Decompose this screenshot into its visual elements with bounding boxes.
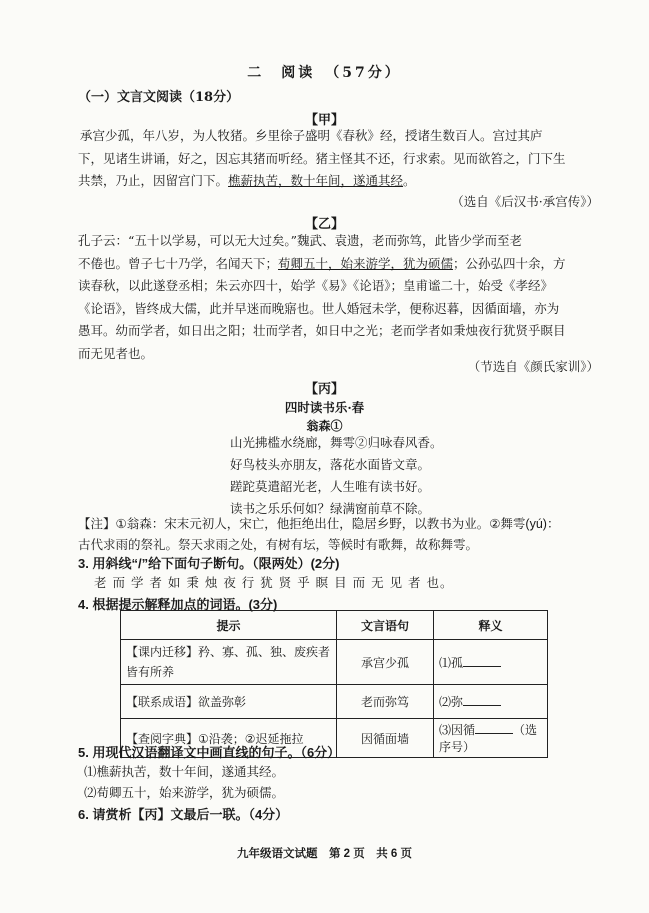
- poem-author: 翁森①: [306, 419, 343, 433]
- sentence-cell: 老而弥笃: [337, 685, 434, 719]
- question-5-item: ⑴樵薪执苦，数十年间，遂通其经。: [84, 765, 285, 779]
- passage-jia-line-text: 共禁，乃止，因留宫门下。: [78, 173, 229, 188]
- page-footer: 九年级语文试题 第 2 页 共 6 页: [236, 848, 413, 860]
- annotation: [78, 514, 559, 556]
- passage-yi-line: [78, 253, 566, 276]
- period: 。: [403, 173, 416, 188]
- question-3: 3. 用斜线“/”给下面句子断句。（限两处）(2分): [78, 556, 340, 571]
- annotation-line: 【注】①翁森：宋末元初人，宋亡，他拒绝出仕，隐居乡野，以教书为业。②舞雩(yú)：: [78, 517, 560, 531]
- passage-jia-source: （选自《后汉书·承宫传》）: [451, 194, 599, 209]
- poem-line: 读书之乐乐何如？绿满窗前草不除。: [230, 501, 431, 516]
- answer-label: ⑴孤: [439, 655, 464, 670]
- passage-yi-line: 孔子云：“五十以学易，可以无大过矣。”魏武、袁遗，老而弥笃，此皆少学而至老: [78, 233, 523, 248]
- section-title: 二 阅读 （57分）: [247, 65, 402, 81]
- table-row: [121, 640, 548, 685]
- question-5: 5. 用现代汉语翻译文中画直线的句子。（6分）: [78, 745, 341, 760]
- passage-yi-heading: 【乙】: [304, 217, 344, 232]
- passage-yi-line: 读春秋，以此遂登丞相；朱云亦四十，始学《易》《论语》；皇甫谧二十，始受《孝经》: [78, 278, 554, 293]
- sentence-cell: 因循面墙: [337, 719, 434, 758]
- poem-line: 蹉跎莫遣韶光老，人生唯有读书好。: [230, 479, 431, 494]
- answer-cell[interactable]: [434, 685, 548, 719]
- passage-jia-line: 下，见诸生讲诵，好之，因忘其猪而听经。猪主怪其不还，行求索。见而欲笞之，门下生: [78, 150, 566, 166]
- question-5-items: [84, 762, 284, 804]
- hint-cell: 【联系成语】欲盖弥彰: [121, 685, 337, 719]
- passage-bing-heading: 【丙】: [304, 382, 344, 397]
- underlined-sentence-1: 樵薪执苦，数十年间，遂通其经: [228, 173, 404, 188]
- passage-jia-line: [78, 170, 566, 193]
- answer-extra: （选序号）: [439, 723, 538, 754]
- answer-blank[interactable]: [475, 721, 513, 734]
- question-3-sentence[interactable]: 老 而 学 者 如 秉 烛 夜 行 犹 贤 乎 瞑 目 而 无 见 者 也。: [94, 575, 454, 590]
- sentence-text: 承宫少孤: [360, 655, 409, 670]
- passage-yi-line: 愚耳。幼而学者，如日出之阳；壮而学者，如日中之光；老而学者如秉烛夜行犹贤乎瞑目: [78, 323, 566, 338]
- question-4-table: [120, 610, 548, 758]
- poem-body: [230, 432, 443, 520]
- passage-yi-source: （节选自《颜氏家训》）: [467, 359, 599, 374]
- answer-label: ⑶因循: [439, 723, 476, 737]
- passage-yi-text: ；公孙弘四十余，方: [453, 255, 566, 271]
- header-sentence: 文言语句: [337, 611, 434, 640]
- passage-jia-line: 承宫少孤，年八岁，为人牧猪。乡里徐子盛明《春秋》经，授诸生数百人。宫过其庐: [80, 128, 543, 143]
- sentence-cell: [337, 640, 434, 685]
- passage-jia-heading: 【甲】: [304, 113, 344, 128]
- poem-title: 四时读书乐·春: [284, 400, 365, 415]
- annotation-line: 古代求雨的祭礼。祭天求雨之处，有树有坛，等候时有歌舞，故称舞雩。: [78, 538, 479, 552]
- answer-blank[interactable]: [463, 693, 501, 706]
- passage-yi-line: 而无见者也。: [78, 345, 154, 361]
- table-row: [121, 685, 548, 719]
- poem-line: 好鸟枝头亦朋友，落花水面皆文章。: [230, 457, 431, 472]
- hint-cell: 【查阅字典】①沿袭；②迟延拖拉: [121, 719, 337, 758]
- hint-cell: 【课内迁移】矜、寡、孤、独、废疾者皆有所养: [121, 640, 337, 685]
- poem-line: 山光拂槛水绕廊，舞雩②归咏春风香。: [230, 435, 443, 450]
- underlined-sentence-2: 荀卿五十，始来游学，犹为硕儒: [278, 255, 454, 271]
- passage-yi: [78, 230, 566, 365]
- answer-blank[interactable]: [463, 654, 501, 667]
- passage-yi-text: 不倦也。曾子七十乃学，名闻天下；: [78, 255, 279, 271]
- answer-cell[interactable]: [434, 640, 548, 685]
- passage-jia: [78, 125, 566, 193]
- question-6: 6. 请赏析【丙】文最后一联。（4分）: [78, 807, 289, 822]
- table-header-row: [121, 611, 548, 640]
- classical-reading-heading: （一）文言文阅读（18分）: [78, 90, 240, 105]
- answer-label: ⑵弥: [439, 695, 464, 709]
- question-5-item: ⑵荀卿五十，始来游学，犹为硕儒。: [84, 786, 285, 800]
- passage-yi-line: 《论语》，皆终成大儒，此并早迷而晚寤也。世人婚冠未学，便称迟暮，因循面墙，亦为: [78, 300, 560, 316]
- header-hint: 提示: [121, 611, 337, 640]
- answer-cell[interactable]: [434, 719, 548, 758]
- question-4: 4. 根据提示解释加点的词语。(3分): [78, 597, 278, 612]
- header-meaning: 释义: [434, 611, 548, 640]
